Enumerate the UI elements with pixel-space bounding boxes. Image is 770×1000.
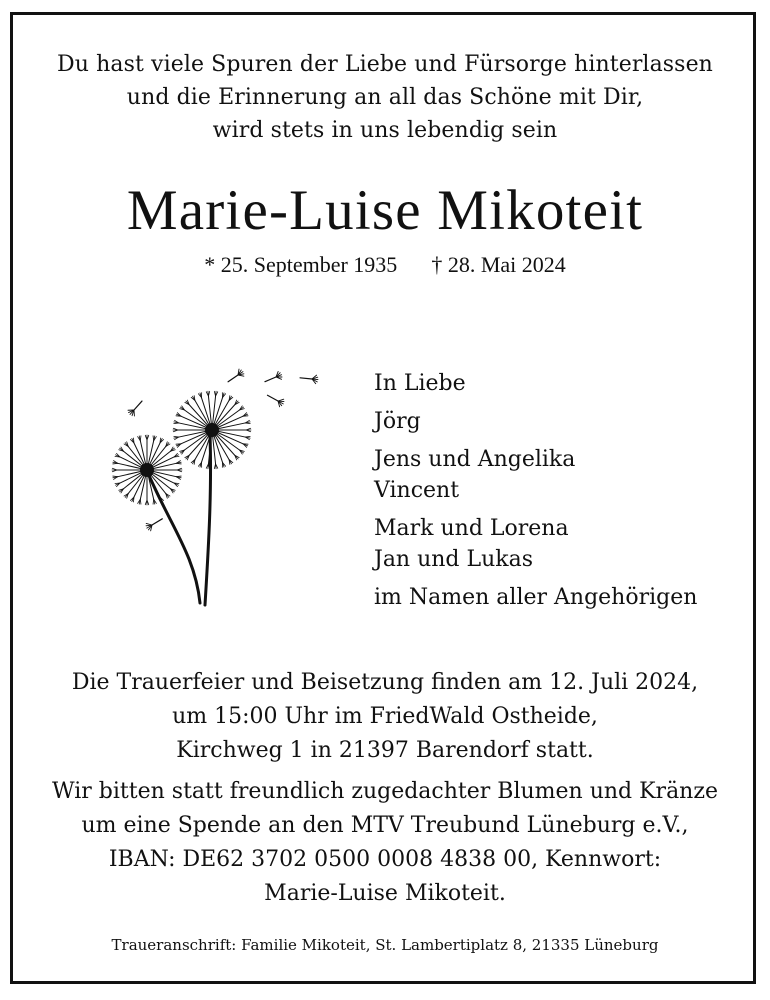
donation-line: um eine Spende an den MTV Treubund Lüneburg e.V., xyxy=(81,813,689,838)
life-dates xyxy=(10,250,760,280)
donation-line: Marie-Luise Mikoteit. xyxy=(264,881,506,906)
ceremony-info xyxy=(10,666,760,768)
donation-info xyxy=(10,775,760,911)
signer-line: Jörg xyxy=(374,409,421,434)
donation-line: IBAN: DE62 3702 0500 0008 4838 00, Kennwort: xyxy=(108,847,662,872)
ceremony-line: Die Trauerfeier und Beisetzung finden am 12. Juli 2024, xyxy=(71,670,699,695)
ceremony-line: Kirchweg 1 in 21397 Barendorf statt. xyxy=(176,738,594,763)
deceased-name: Marie-Luise Mikoteit xyxy=(126,179,644,242)
donation-line: Wir bitten statt freundlich zugedachter Blumen und Kränze xyxy=(52,779,718,804)
signers-list xyxy=(374,368,754,613)
signer-line: Mark und Lorena xyxy=(374,516,569,541)
ceremony-line: um 15:00 Uhr im FriedWald Ostheide, xyxy=(172,704,598,729)
motto-line: und die Erinnerung an all das Schöne mit Dir, xyxy=(126,85,644,110)
motto-line: Du hast viele Spuren der Liebe und Fürsorge hinterlassen xyxy=(57,52,713,77)
birth-date: * 25. September 1935 xyxy=(204,252,398,277)
signer-line: Jan und Lukas xyxy=(374,547,534,572)
signer-line: In Liebe xyxy=(374,371,466,396)
death-date: † 28. Mai 2024 xyxy=(431,252,566,277)
signer-line: im Namen aller Angehörigen xyxy=(374,585,698,610)
motto xyxy=(10,48,760,147)
dandelion-icon xyxy=(100,355,340,615)
signer-line: Jens und Angelika xyxy=(374,447,576,472)
motto-line: wird stets in uns lebendig sein xyxy=(212,118,558,143)
mourning-address: Traueranschrift: Familie Mikoteit, St. Lambertiplatz 8, 21335 Lüneburg xyxy=(111,936,659,954)
signer-line: Vincent xyxy=(374,478,460,503)
